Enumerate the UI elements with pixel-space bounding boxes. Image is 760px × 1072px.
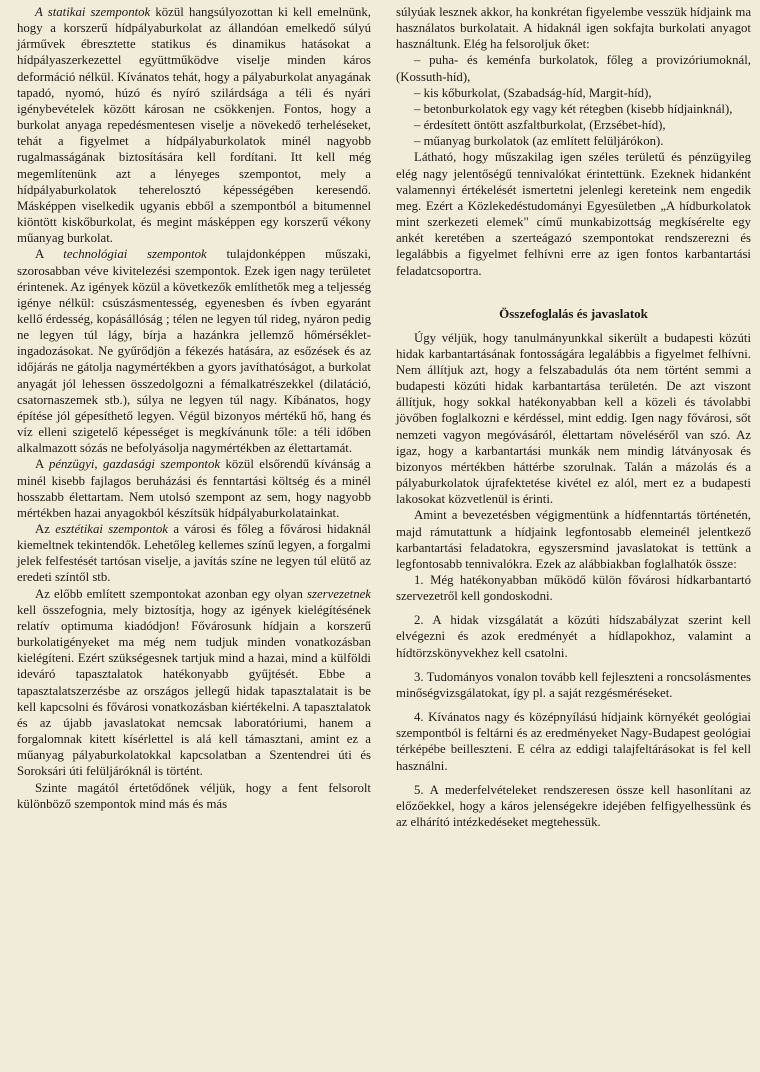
right-column xyxy=(396,4,751,838)
paragraph-financial xyxy=(17,456,371,521)
paragraph-scope: Látható, hogy műszakilag igen széles területű és pénzügyileg elég nagy jelentőségű tennivalókat érintettünk. Ezeknek hidanként valamennyi értékelését ismertetni jelenlegi kereteink nem engedik meg. Ezért a Közlekedéstudományi Egyesületben „A hídburkolatok mint szerkezeti elemek" című munkabizottság megkísérelte egy ankét keretében a szerteágazó szempontokat rendszerezni és legalábbis a figyelmet felhívni erre az igen fontos karbantartási feladatcsoportra. xyxy=(396,150,751,278)
list-item: – műanyag burkolatok (az említett felüljárókon). xyxy=(414,134,664,149)
paragraph-text: tulajdonképpen műszaki, szorosabban véve kivitelezési szempontok. Ezek igen nagy területet érintenek. Az igények közül a következők említhetők meg a teljesség igénye nélkül: csúszásmentesség, egyenesben és ívben egyaránt kellő érdesség, kopásállóság ; télen ne legyen túl rideg, nyáron pedig ne legyen túl lágy, bírja a hazánkra jellemző hőmérséklet-ingadozásokat. Ne gyűrődjön a fékezés hatására, az esőzések és az időjárás ne gátolja nagymértékben a gyors javíthatóságot, a burkolat anyagát jól lehessen összedolgozni a fémalkatrészekkel (dilatáció, csatornaszemek stb.), súlya ne legyen túl nagy. Kíbánatos, hogy építése jól gépesíthető legyen. Végül bizonyos mértékű hő, hang és víz elleni szigetelő képességet is megkívánunk tőle: a téli időben alkalmazott sózás ne befolyásolja nagymértékben az élettartamát. xyxy=(17,247,371,456)
term-financial: pénzügyi, gazdasági szempontok xyxy=(48,457,221,472)
paragraph-prefix: A xyxy=(35,457,49,472)
paragraph-organization xyxy=(17,586,371,780)
spacer xyxy=(396,279,751,303)
paragraph-text: közül elsőrendű kívánság a minél kisebb fajlagos beruházási és fenntartási költség és a minél hosszabb élettartam. Nem utolsó szempont az sem, hogy nagyobb mértékben hazai anyagokból készítsük hídpályaburkolatainkat. xyxy=(17,457,371,520)
section-heading: Összefoglalás és javaslatok xyxy=(499,305,648,321)
term-aesthetic: esztétikai szempontok xyxy=(55,522,168,536)
paragraph-text: közül hangsúlyozottan ki kell emelnünk, hogy a korszerű hídpályaburkolat az állandóan emelkedő súlyú járművek ébresztette statikus és dinamikus hatásokat a hídpályaszerkezettel együttműködve viselje minden káros deformáció nélkül. Kívánatos tehát, hogy a pályaburkolat anyagának tapadó, nyomó, húzó és nyíró szilárdsága a téli és nyári igénybevételek között károsan ne csökkenjen. Fontos, hogy a burkolat anyaga repedésmentesen viselje a növekedő terheléseket, tehát a figyelmet a hídpályaburkolatok minél nagyobb rugalmasságának biztosítására kell fordítani. Itt kell még megemlítenünk azt a lényeges szempontot, mely a hídpályaburkolatok teherelosztó képességében keresendő. Másképpen viselkedik ugyanis ebből a szempontból a bitumennel kiöntött kiskőburkolat, és megint másképpen egy korszerű vékony műanyag burkolat. xyxy=(17,5,372,246)
recommendation-item: 2. A hidak vizsgálatát a közúti hídszabályzat szerint kell elvégezni és azok eredményét a hídlapokhoz, valamint a hídtörzskönyvekhez kell csatolni. xyxy=(396,613,751,660)
paragraph-text: a városi és főleg a fővárosi hidaknál kiemeltnek tekintendők. Lehetőleg kellemes színű legyen, a forgalmi jelek felfestését tartósan viselje, a javítás színe ne legyen túl elütő az eredeti színtől stb. xyxy=(17,522,372,585)
term-organization: szervezetnek xyxy=(307,586,371,601)
paragraph-technological xyxy=(17,246,371,456)
paragraph-prefix: Az xyxy=(35,522,56,536)
recommendation-item: 3. Tudományos vonalon tovább kell fejleszteni a roncsolásmentes minőségvizsgálatokat, így pl. a saját rezgésméréseket. xyxy=(396,669,751,700)
paragraph-text: Az előbb említett szempontokat azonban egy olyan xyxy=(35,586,308,601)
list-item: – betonburkolatok egy vagy két rétegben (kisebb hídjainknál), xyxy=(414,101,733,116)
paragraph-intro-list: Amint a bevezetésben végigmentünk a hídfenntartás történetén, majd rámutattunk a hídjaink legfontosabb elemeinél jelentkező karbantartási feladatokra, egyszersmind javaslatokat is tettünk a legfontosabb tennivalókra. Ezek az alábbiakban foglalhatók össze: xyxy=(396,508,751,571)
paragraph-text: kell összefognia, mely biztosítja, hogy az igények kielégítésének relatív optimuma kiadódjon! Fővárosunk hídjain a korszerű burkolatigényeket ma még nem tudjuk minden vonatkozásban kielégíteni. Ezért szükségesnek tartjuk mind a hazai, mind a külföldi ideváró tapasztalatok hatékonyabb gyűjtését. Ebbe a tapasztalatszerzésbe az országos jellegű hidak tapasztalatait is be kell kapcsolni és fővárosi vonatkozásban kiértékelni. A tapasztalatok és az újabb javaslatokat nemcsak laboratóriumi, hanem a forgalomnak kitett kísérlettel is alá kell támasztani, amint ez a műanyag pályaburkolatokkal kapcsolatban a Szentendrei úti és Soroksári úti felüljáróknál is történt. xyxy=(17,602,371,779)
list-item: – puha- és keménfa burkolatok, főleg a provizóriumoknál, (Kossuth-híd), xyxy=(396,53,751,84)
paragraph-summary: Úgy véljük, hogy tanulmányunkkal sikerült a budapesti közúti hidak karbantartásának fontosságára legalábbis a figyelmet felhívni. Nem állítjuk azt, hogy a felszabadulás óta nem történt semmi a budapesti közúti hidak karbantartása területén. De azt viszont állítjuk, hogy sokkal hatékonyabban kell a közeli és távolabbi jövőben foglalkozni e kérdéssel, mint eddig. Igen nagy fővárosi, sőt nemzeti vagyon megóvásáról, élettartam növeléséről van szó. Az igaz, hogy a karbantartási munkák nem mindig látványosak és bizonyos mértékben háttérbe szorulnak. Talán a mázolás és a pályaburkolatok újrafektetése kivétel ez alól, mert ez a budapesti lakosokat közvetlenül is érinti. xyxy=(396,330,751,507)
paragraph-closing: Szinte magától értetődőnek véljük, hogy a fent felsorolt különböző szempontok mind más és más xyxy=(17,780,371,811)
recommendation-item: 4. Kívánatos nagy és középnyílású hídjaink környékét geológiai szempontból is feltárni és az eredményeket Nagy-Budapest geológiai térképébe beilleszteni. E célra az eddigi talajfeltárásokat is fel kell használni. xyxy=(396,710,751,773)
recommendation-item: 1. Még hatékonyabban működő külön fővárosi hídkarbantartó szervezetről kell gondoskodni. xyxy=(396,573,751,604)
list-item: – érdesített öntött aszfaltburkolat, (Erzsébet-híd), xyxy=(414,118,666,133)
paragraph-prefix: A xyxy=(35,247,64,262)
term-static: A statikai szempontok xyxy=(35,5,151,19)
list-item: – kis kőburkolat, (Szabadság-híd, Margit-híd), xyxy=(414,85,652,100)
paragraph-continuation: súlyúak lesznek akkor, ha konkrétan figyelembe vesszük hídjaink ma használatos burkolatait. A hidaknál igen sokfajta burkolati anyagot használtunk. Elég ha felsoroljuk őket: xyxy=(396,5,751,52)
recommendation-list xyxy=(396,572,751,830)
term-technological: technológiai szempontok xyxy=(63,247,207,262)
recommendation-item: 5. A mederfelvételeket rendszeresen össze kell hasonlítani az előzőekkel, hogy a káros jelenségekre idejében felfigyelhessünk és az elhárító intézkedéseket megtehessük. xyxy=(396,782,751,830)
paragraph-static xyxy=(17,4,371,246)
left-column xyxy=(17,4,371,812)
paragraph-aesthetic xyxy=(17,521,371,586)
